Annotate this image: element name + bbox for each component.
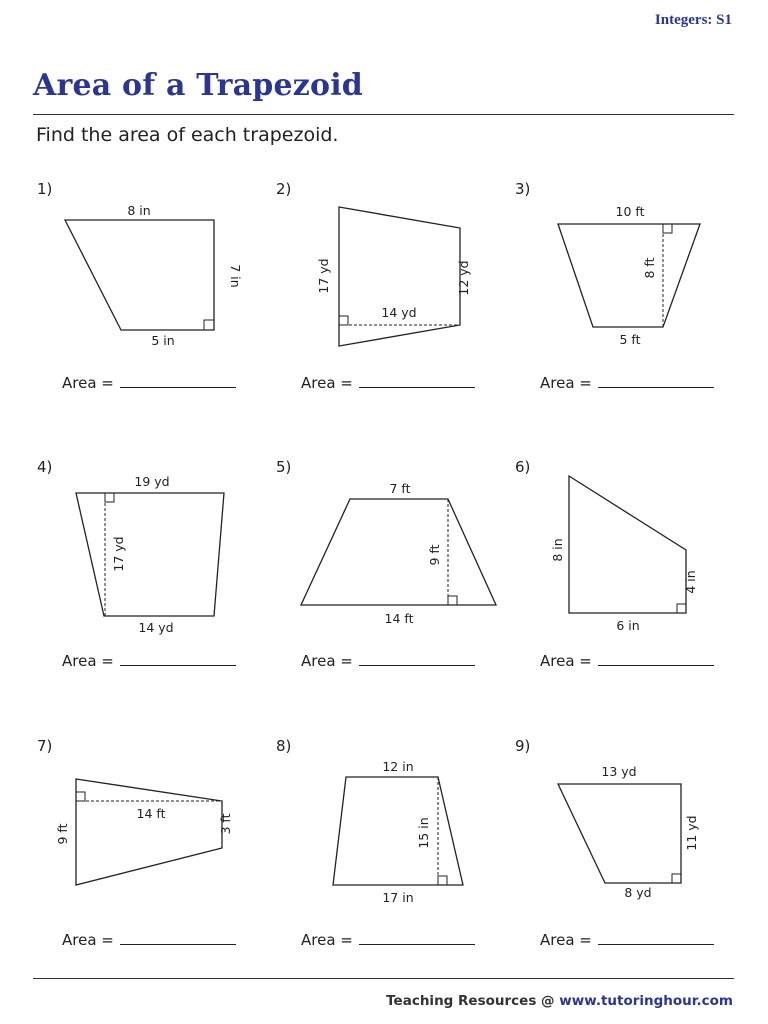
answer-blank[interactable] xyxy=(359,651,475,666)
area-label: Area = xyxy=(540,374,592,392)
measure-label: 17 in xyxy=(382,890,414,905)
footer-link[interactable]: www.tutoringhour.com xyxy=(559,993,733,1009)
area-label: Area = xyxy=(62,374,114,392)
measure-label: 17 yd xyxy=(111,536,126,572)
answer-blank[interactable] xyxy=(598,930,714,945)
problem-1 xyxy=(37,180,277,410)
measure-label: 14 yd xyxy=(381,305,417,320)
measure-label: 14 yd xyxy=(138,620,174,635)
header-divider xyxy=(33,114,734,115)
area-answer xyxy=(62,930,236,949)
measure-label: 17 yd xyxy=(316,258,331,294)
trapezoid-figure xyxy=(276,458,516,638)
answer-blank[interactable] xyxy=(359,930,475,945)
answer-blank[interactable] xyxy=(120,930,236,945)
measure-label: 8 yd xyxy=(624,885,652,900)
problem-9 xyxy=(515,737,755,967)
problem-number: 2) xyxy=(276,180,292,198)
problem-number: 1) xyxy=(37,180,53,198)
measure-label: 7 ft xyxy=(389,481,411,496)
trapezoid-figure xyxy=(515,180,755,360)
problem-number: 8) xyxy=(276,737,292,755)
measure-label: 7 in xyxy=(228,264,243,288)
problem-number: 7) xyxy=(37,737,53,755)
problem-number: 9) xyxy=(515,737,531,755)
measure-label: 6 in xyxy=(616,618,640,633)
answer-blank[interactable] xyxy=(120,651,236,666)
trapezoid-figure xyxy=(37,180,277,360)
problem-6 xyxy=(515,458,755,688)
measure-label: 8 in xyxy=(127,203,151,218)
problem-4 xyxy=(37,458,277,688)
measure-label: 9 ft xyxy=(55,823,70,845)
page-title: Area of a Trapezoid xyxy=(33,68,363,103)
area-answer xyxy=(301,651,475,670)
answer-blank[interactable] xyxy=(598,373,714,388)
measure-label: 4 in xyxy=(683,570,698,594)
area-label: Area = xyxy=(62,652,114,670)
measure-label: 8 in xyxy=(550,538,565,562)
area-answer xyxy=(540,373,714,392)
area-answer xyxy=(540,930,714,949)
trapezoid-figure xyxy=(276,737,516,917)
problem-7 xyxy=(37,737,277,967)
problem-number: 6) xyxy=(515,458,531,476)
measure-label: 19 yd xyxy=(134,474,170,489)
measure-label: 9 ft xyxy=(427,544,442,566)
measure-label: 5 in xyxy=(151,333,175,348)
footer-prefix: Teaching Resources @ xyxy=(386,993,560,1009)
worksheet-code: Integers: S1 xyxy=(654,12,732,28)
trapezoid-figure xyxy=(37,458,277,638)
problem-number: 3) xyxy=(515,180,531,198)
problem-2 xyxy=(276,180,516,410)
trapezoid-figure xyxy=(515,737,755,917)
area-label: Area = xyxy=(301,374,353,392)
measure-label: 14 ft xyxy=(136,806,166,821)
trapezoid-figure xyxy=(276,180,516,360)
answer-blank[interactable] xyxy=(359,373,475,388)
problem-8 xyxy=(276,737,516,967)
area-answer xyxy=(62,373,236,392)
area-answer xyxy=(540,651,714,670)
problem-number: 4) xyxy=(37,458,53,476)
trapezoid-figure xyxy=(515,458,755,638)
area-label: Area = xyxy=(540,931,592,949)
footer-divider xyxy=(33,978,734,979)
area-label: Area = xyxy=(301,931,353,949)
area-answer xyxy=(62,651,236,670)
area-answer xyxy=(301,373,475,392)
problem-5 xyxy=(276,458,516,688)
measure-label: 3 ft xyxy=(218,813,233,835)
answer-blank[interactable] xyxy=(120,373,236,388)
measure-label: 5 ft xyxy=(619,332,641,347)
instructions: Find the area of each trapezoid. xyxy=(36,124,339,146)
area-label: Area = xyxy=(62,931,114,949)
measure-label: 11 yd xyxy=(684,815,699,851)
measure-label: 8 ft xyxy=(642,257,657,279)
area-label: Area = xyxy=(301,652,353,670)
measure-label: 12 in xyxy=(382,759,414,774)
area-label: Area = xyxy=(540,652,592,670)
problem-3 xyxy=(515,180,755,410)
measure-label: 12 yd xyxy=(456,260,471,296)
measure-label: 15 in xyxy=(416,817,431,849)
area-answer xyxy=(301,930,475,949)
trapezoid-figure xyxy=(37,737,277,917)
footer xyxy=(386,993,733,1009)
measure-label: 14 ft xyxy=(384,611,414,626)
measure-label: 13 yd xyxy=(601,764,637,779)
measure-label: 10 ft xyxy=(615,204,645,219)
answer-blank[interactable] xyxy=(598,651,714,666)
problem-number: 5) xyxy=(276,458,292,476)
